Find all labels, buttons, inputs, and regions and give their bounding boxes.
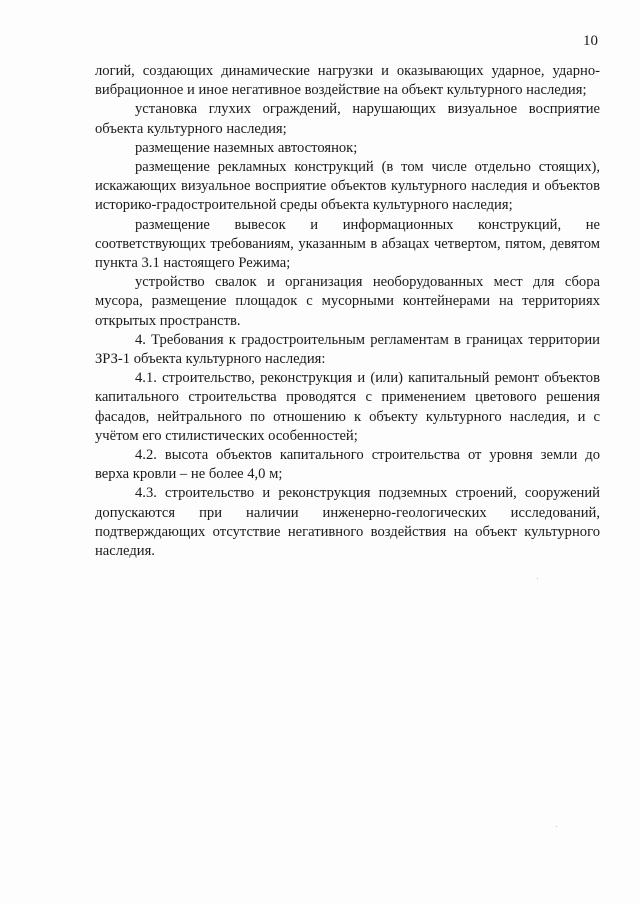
paragraph-item-4-3: 4.3. строительство и реконструкция подземных строений, сооружений допускаются при наличии инженерно-геологических исследований, подтверждающих отсутствие негативного воздействия на объект культурного наследия.	[95, 485, 600, 560]
paragraph-item-4-1: 4.1. строительство, реконструкция и (или) капитальный ремонт объектов капитального строительства проводятся с применением цветового решения фасадов, нейтрального по отношению к объекту культурного наследия, и с учётом его стилистических особенностей;	[95, 370, 600, 444]
page-number: 10	[583, 33, 598, 49]
paragraph-item-4-2: 4.2. высота объектов капитального строительства от уровня земли до верха кровли – не более 4,0 м;	[95, 447, 600, 483]
document-body	[95, 62, 600, 561]
scan-speck	[556, 826, 557, 827]
paragraph-waste: устройство свалок и организация необорудованных мест для сбора мусора, размещение площадок с мусорными контейнерами на территориях открытых пространств.	[95, 274, 600, 329]
paragraph-section-4-heading: 4. Требования к градостроительным регламентам в границах территории ЗРЗ-1 объекта культурного наследия:	[95, 331, 600, 368]
paragraph-parking: размещение наземных автостоянок;	[135, 139, 358, 156]
paragraph-continuation: логий, создающих динамические нагрузки и оказывающих ударное, ударно-вибрационное и иное негативное воздействие на объект культурного наследия;	[95, 63, 600, 99]
scan-speck	[537, 578, 538, 579]
paragraph-fences: установка глухих ограждений, нарушающих визуальное восприятие объекта культурного наследия;	[95, 101, 600, 137]
paragraph-advertising: размещение рекламных конструкций (в том числе отдельно стоящих), искажающих визуальное восприятие объектов культурного наследия и объектов историко-градостроительной среды объекта культурного наследия;	[95, 159, 600, 214]
paragraph-signage: размещение вывесок и информационных конструкций, не соответствующих требованиям, указанным в абзацах четвертом, пятом, девятом пункта 3.1 настоящего Режима;	[95, 216, 600, 272]
